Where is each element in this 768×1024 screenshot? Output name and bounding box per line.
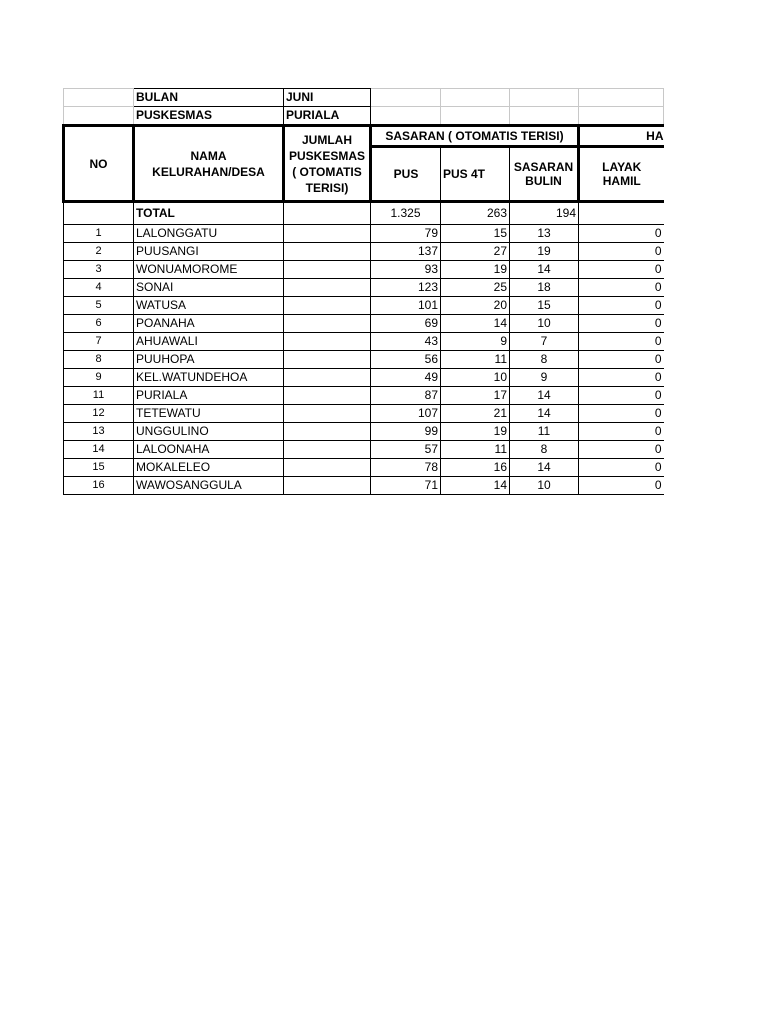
- row-nama[interactable]: TETEWATU: [134, 405, 284, 423]
- row-layak[interactable]: 0: [579, 333, 664, 351]
- row-pus[interactable]: 107: [371, 405, 441, 423]
- row-pus[interactable]: 101: [371, 297, 441, 315]
- header-row-1: [64, 126, 664, 147]
- row-bulin[interactable]: 18: [510, 279, 579, 297]
- row-jumlah[interactable]: [284, 477, 371, 495]
- header-nama[interactable]: NAMA KELURAHAN/DESA: [134, 126, 284, 202]
- row-nama[interactable]: PUUHOPA: [134, 351, 284, 369]
- header-sasaran-bulin[interactable]: SASARAN BULIN: [510, 147, 579, 202]
- row-pus[interactable]: 79: [371, 225, 441, 243]
- empty-cell[interactable]: [371, 89, 441, 107]
- row-pus4t[interactable]: 10: [441, 369, 510, 387]
- meta-row-bulan: [64, 89, 664, 107]
- meta-row-puskesmas: [64, 107, 664, 126]
- empty-cell[interactable]: [510, 107, 579, 126]
- row-pus4t[interactable]: 15: [441, 225, 510, 243]
- header-layak-hamil[interactable]: LAYAK HAMIL: [579, 147, 664, 202]
- table-row: [64, 387, 664, 405]
- row-bulin[interactable]: 14: [510, 459, 579, 477]
- row-nama[interactable]: SONAI: [134, 279, 284, 297]
- spreadsheet: [62, 88, 664, 516]
- row-jumlah[interactable]: [284, 315, 371, 333]
- row-pus4t[interactable]: 27: [441, 243, 510, 261]
- row-pus4t[interactable]: 11: [441, 441, 510, 459]
- row-no[interactable]: 2: [64, 243, 134, 261]
- row-pus4t[interactable]: 9: [441, 333, 510, 351]
- row-jumlah[interactable]: [284, 279, 371, 297]
- row-pus[interactable]: 56: [371, 351, 441, 369]
- bulan-label[interactable]: BULAN: [134, 89, 284, 107]
- row-pus[interactable]: 137: [371, 243, 441, 261]
- row-bulin[interactable]: 10: [510, 315, 579, 333]
- row-pus4t[interactable]: 14: [441, 315, 510, 333]
- row-pus[interactable]: 78: [371, 459, 441, 477]
- data-table: [62, 88, 664, 495]
- table-row: [64, 405, 664, 423]
- row-no[interactable]: 11: [64, 387, 134, 405]
- row-bulin[interactable]: 9: [510, 369, 579, 387]
- row-bulin[interactable]: 8: [510, 441, 579, 459]
- row-no[interactable]: 16: [64, 477, 134, 495]
- row-bulin[interactable]: 15: [510, 297, 579, 315]
- total-pus4t[interactable]: 263: [441, 202, 510, 225]
- table-row: [64, 333, 664, 351]
- row-no[interactable]: 14: [64, 441, 134, 459]
- row-pus[interactable]: 71: [371, 477, 441, 495]
- row-layak[interactable]: 0: [579, 477, 664, 495]
- total-layak[interactable]: [579, 202, 664, 225]
- header-pus[interactable]: PUS: [371, 147, 441, 202]
- row-pus4t[interactable]: 25: [441, 279, 510, 297]
- row-pus[interactable]: 49: [371, 369, 441, 387]
- row-nama[interactable]: AHUAWALI: [134, 333, 284, 351]
- total-jumlah-cell[interactable]: [284, 202, 371, 225]
- total-row: [64, 202, 664, 225]
- row-bulin[interactable]: 10: [510, 477, 579, 495]
- row-nama[interactable]: LALOONAHA: [134, 441, 284, 459]
- row-jumlah[interactable]: [284, 243, 371, 261]
- table-row: [64, 477, 664, 495]
- row-jumlah[interactable]: [284, 369, 371, 387]
- row-no[interactable]: 1: [64, 225, 134, 243]
- row-jumlah[interactable]: [284, 423, 371, 441]
- row-layak[interactable]: 0: [579, 315, 664, 333]
- row-nama[interactable]: MOKALELEO: [134, 459, 284, 477]
- empty-cell[interactable]: [579, 107, 664, 126]
- header-jumlah[interactable]: JUMLAH PUSKESMAS ( OTOMATIS TERISI): [284, 126, 371, 202]
- row-no[interactable]: 9: [64, 369, 134, 387]
- table-row: [64, 297, 664, 315]
- row-nama[interactable]: WONUAMOROME: [134, 261, 284, 279]
- row-pus4t[interactable]: 19: [441, 261, 510, 279]
- header-sasaran-group[interactable]: SASARAN ( OTOMATIS TERISI): [371, 126, 579, 147]
- row-no[interactable]: 12: [64, 405, 134, 423]
- row-pus4t[interactable]: 11: [441, 351, 510, 369]
- row-pus4t[interactable]: 17: [441, 387, 510, 405]
- row-jumlah[interactable]: [284, 225, 371, 243]
- row-jumlah[interactable]: [284, 459, 371, 477]
- row-bulin[interactable]: 14: [510, 261, 579, 279]
- row-pus[interactable]: 93: [371, 261, 441, 279]
- empty-cell[interactable]: [371, 107, 441, 126]
- row-bulin[interactable]: 13: [510, 225, 579, 243]
- table-row: [64, 261, 664, 279]
- row-pus4t[interactable]: 19: [441, 423, 510, 441]
- row-no[interactable]: 7: [64, 333, 134, 351]
- row-jumlah[interactable]: [284, 333, 371, 351]
- table-row: [64, 351, 664, 369]
- row-layak[interactable]: 0: [579, 459, 664, 477]
- table-row: [64, 243, 664, 261]
- empty-cell[interactable]: [579, 89, 664, 107]
- row-pus4t[interactable]: 14: [441, 477, 510, 495]
- row-no[interactable]: 13: [64, 423, 134, 441]
- row-pus[interactable]: 99: [371, 423, 441, 441]
- total-pus[interactable]: 1.325: [371, 202, 441, 225]
- row-layak[interactable]: 0: [579, 369, 664, 387]
- row-layak[interactable]: 0: [579, 243, 664, 261]
- table-row: [64, 441, 664, 459]
- row-pus[interactable]: 43: [371, 333, 441, 351]
- table-row: [64, 423, 664, 441]
- table-row: [64, 459, 664, 477]
- row-pus[interactable]: 69: [371, 315, 441, 333]
- row-nama[interactable]: UNGGULINO: [134, 423, 284, 441]
- row-jumlah[interactable]: [284, 297, 371, 315]
- row-nama[interactable]: KEL.WATUNDEHOA: [134, 369, 284, 387]
- row-layak[interactable]: 0: [579, 441, 664, 459]
- row-pus[interactable]: 57: [371, 441, 441, 459]
- row-pus[interactable]: 87: [371, 387, 441, 405]
- row-layak[interactable]: 0: [579, 351, 664, 369]
- row-pus4t[interactable]: 20: [441, 297, 510, 315]
- row-no[interactable]: 15: [64, 459, 134, 477]
- row-layak[interactable]: 0: [579, 423, 664, 441]
- row-layak[interactable]: 0: [579, 297, 664, 315]
- row-layak[interactable]: 0: [579, 279, 664, 297]
- row-no[interactable]: 3: [64, 261, 134, 279]
- total-no-cell[interactable]: [64, 202, 134, 225]
- empty-cell[interactable]: [64, 89, 134, 107]
- total-bulin[interactable]: 194: [510, 202, 579, 225]
- empty-cell[interactable]: [441, 107, 510, 126]
- row-nama[interactable]: WAWOSANGGULA: [134, 477, 284, 495]
- row-bulin[interactable]: 19: [510, 243, 579, 261]
- row-nama[interactable]: POANAHA: [134, 315, 284, 333]
- table-row: [64, 225, 664, 243]
- row-bulin[interactable]: 11: [510, 423, 579, 441]
- total-label[interactable]: TOTAL: [134, 202, 284, 225]
- header-no[interactable]: NO: [64, 126, 134, 202]
- empty-cell[interactable]: [64, 107, 134, 126]
- row-layak[interactable]: 0: [579, 405, 664, 423]
- row-pus[interactable]: 123: [371, 279, 441, 297]
- empty-cell[interactable]: [510, 89, 579, 107]
- row-no[interactable]: 4: [64, 279, 134, 297]
- table-row: [64, 369, 664, 387]
- header-pus4t[interactable]: PUS 4T: [441, 147, 510, 202]
- row-pus4t[interactable]: 21: [441, 405, 510, 423]
- row-jumlah[interactable]: [284, 261, 371, 279]
- row-nama[interactable]: WATUSA: [134, 297, 284, 315]
- header-next-group[interactable]: HA: [579, 126, 664, 147]
- puskesmas-value[interactable]: PURIALA: [284, 107, 371, 126]
- row-bulin[interactable]: 14: [510, 405, 579, 423]
- bulan-value[interactable]: JUNI: [284, 89, 371, 107]
- row-layak[interactable]: 0: [579, 225, 664, 243]
- row-layak[interactable]: 0: [579, 387, 664, 405]
- row-jumlah[interactable]: [284, 387, 371, 405]
- row-nama[interactable]: PUUSANGI: [134, 243, 284, 261]
- row-bulin[interactable]: 14: [510, 387, 579, 405]
- row-no[interactable]: 8: [64, 351, 134, 369]
- row-bulin[interactable]: 7: [510, 333, 579, 351]
- row-no[interactable]: 6: [64, 315, 134, 333]
- row-nama[interactable]: PURIALA: [134, 387, 284, 405]
- row-jumlah[interactable]: [284, 351, 371, 369]
- row-jumlah[interactable]: [284, 405, 371, 423]
- puskesmas-label[interactable]: PUSKESMAS: [134, 107, 284, 126]
- table-row: [64, 279, 664, 297]
- row-no[interactable]: 5: [64, 297, 134, 315]
- row-jumlah[interactable]: [284, 441, 371, 459]
- row-bulin[interactable]: 8: [510, 351, 579, 369]
- row-layak[interactable]: 0: [579, 261, 664, 279]
- row-nama[interactable]: LALONGGATU: [134, 225, 284, 243]
- table-row: [64, 315, 664, 333]
- empty-cell[interactable]: [441, 89, 510, 107]
- row-pus4t[interactable]: 16: [441, 459, 510, 477]
